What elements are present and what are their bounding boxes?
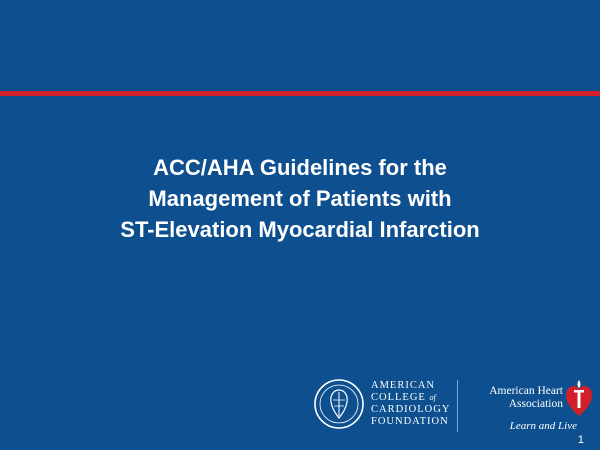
footer-logos — [309, 376, 594, 438]
title-line-2: Management of Patients with — [148, 186, 452, 211]
title-line-1: ACC/AHA Guidelines for the — [153, 155, 447, 180]
accf-line-4: FOUNDATION — [371, 416, 449, 427]
accf-line-2 — [371, 392, 450, 404]
accf-line-2a: COLLEGE — [371, 392, 426, 403]
accf-line-3: CARDIOLOGY — [371, 404, 451, 415]
accf-line-1: AMERICAN — [371, 380, 436, 391]
red-divider-line — [0, 91, 600, 96]
aha-tagline: Learn and Live — [509, 420, 577, 432]
aha-line-2: Association — [508, 398, 563, 410]
accf-wordmark — [371, 380, 450, 428]
accf-seal-icon — [313, 378, 365, 430]
page-number: 1 — [577, 434, 584, 446]
aha-line-1: American Heart — [489, 385, 563, 397]
title-line-3: ST-Elevation Myocardial Infarction — [120, 217, 480, 242]
logo-divider — [457, 380, 458, 432]
slide-title — [0, 152, 600, 245]
accf-of: of — [429, 393, 436, 402]
aha-heart-torch-icon — [564, 378, 594, 418]
aha-wordmark — [463, 385, 563, 411]
